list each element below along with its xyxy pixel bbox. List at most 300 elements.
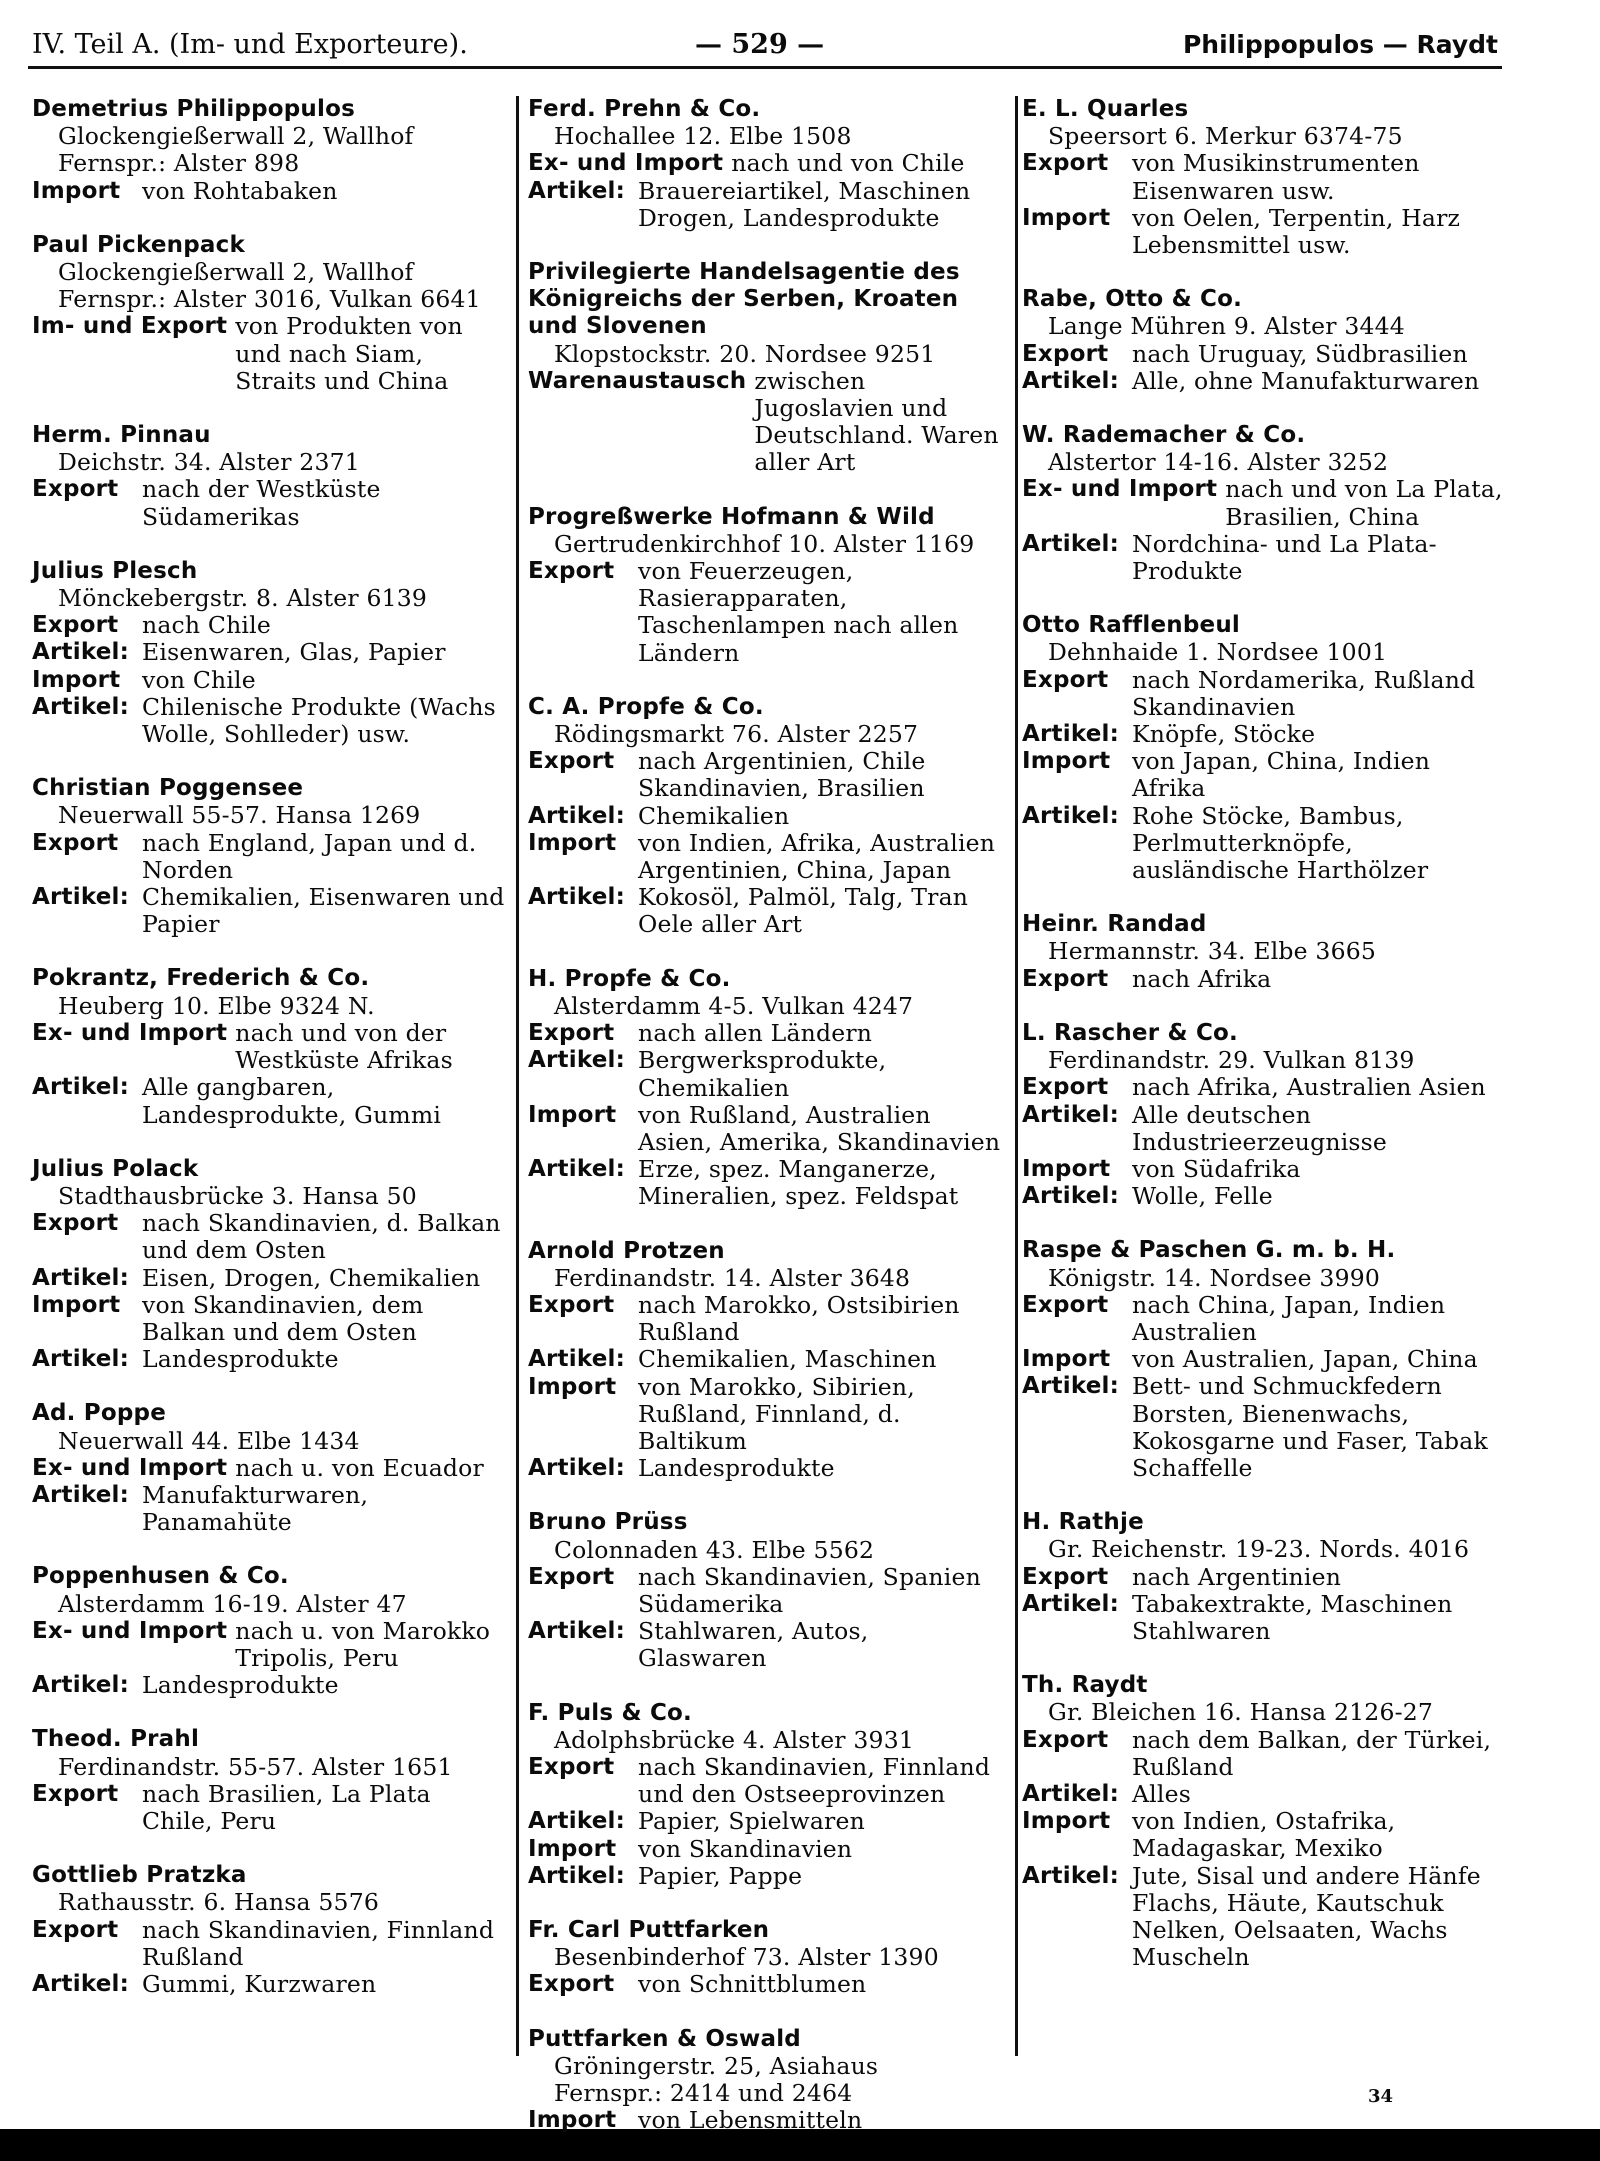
firm-address: Rödingsmarkt 76. Alster 2257 xyxy=(554,720,919,749)
trade-line xyxy=(1022,1156,1506,1183)
trade-line xyxy=(32,1346,506,1373)
trade-label: Artikel: xyxy=(32,1970,129,1997)
directory-entry xyxy=(32,232,506,395)
trade-text: Kokosöl, Palmöl, Talg, Tran Oele aller Art xyxy=(638,883,969,939)
trade-line xyxy=(528,1863,1004,1890)
directory-entry xyxy=(1022,96,1506,259)
trade-label: Export xyxy=(1022,1074,1109,1101)
directory-entry xyxy=(32,1156,506,1374)
trade-text: nach Uruguay, Südbrasilien xyxy=(1132,339,1468,368)
firm-address: Rathausstr. 6. Hansa 5576 xyxy=(58,1888,379,1917)
firm-address: Speersort 6. Merkur 6374-75 xyxy=(1048,122,1403,151)
trade-text: nach Marokko, Ostsibirien Rußland xyxy=(638,1290,960,1347)
trade-line xyxy=(32,884,506,938)
firm-address: Alsterdamm 16-19. Alster 47 xyxy=(58,1589,407,1618)
trade-label: Artikel: xyxy=(1022,1780,1119,1807)
trade-line xyxy=(32,1482,506,1536)
trade-line xyxy=(1022,721,1506,748)
trade-label: Artikel: xyxy=(1022,367,1119,394)
trade-label: Export xyxy=(1022,150,1109,177)
trade-line xyxy=(1022,476,1506,530)
trade-label: Export xyxy=(528,748,615,775)
trade-label: Artikel: xyxy=(32,1346,129,1373)
trade-line xyxy=(1022,1183,1506,1210)
trade-text: von Rohtabaken xyxy=(142,176,338,205)
trade-text: Alle, ohne Manufakturwaren xyxy=(1132,366,1480,395)
trade-line xyxy=(32,612,506,639)
trade-text: von Chile xyxy=(142,665,256,694)
trade-label: Export xyxy=(32,476,119,503)
trade-line xyxy=(1022,1346,1506,1373)
trade-line xyxy=(528,1808,1004,1835)
trade-label: Artikel: xyxy=(1022,1101,1119,1128)
trade-label: Import xyxy=(1022,1155,1111,1182)
trade-line xyxy=(32,1672,506,1699)
trade-line xyxy=(528,1455,1004,1482)
directory-entry xyxy=(528,1917,1004,1999)
firm-name: H. Propfe & Co. xyxy=(528,965,731,992)
trade-text: Eisenwaren, Glas, Papier xyxy=(142,638,446,667)
trade-line xyxy=(528,1618,1004,1672)
trade-text: nach Afrika xyxy=(1132,964,1272,993)
trade-label: Artikel: xyxy=(1022,1862,1119,1889)
trade-label: Export xyxy=(528,1563,615,1590)
trade-line xyxy=(1022,1373,1506,1482)
trade-text: Manufakturwaren, Panamahüte xyxy=(142,1480,369,1537)
trade-label: Export xyxy=(1022,1291,1109,1318)
firm-address: Ferdinandstr. 55-57. Alster 1651 xyxy=(58,1752,453,1781)
trade-line xyxy=(32,1971,506,1998)
firm-name: Demetrius Philippopulos xyxy=(32,96,355,122)
directory-entry xyxy=(32,558,506,748)
firm-address: Mönckebergstr. 8. Alster 6139 xyxy=(58,584,428,613)
trade-label: Artikel: xyxy=(32,639,129,666)
directory-entry xyxy=(528,96,1004,232)
trade-label: Im- und Export xyxy=(32,313,228,340)
trade-text: zwischen Jugoslavien und Deutschland. Waren aller Art xyxy=(754,366,999,477)
firm-name: F. Puls & Co. xyxy=(528,1699,692,1726)
trade-label: Export xyxy=(1022,1726,1109,1753)
trade-line xyxy=(528,150,1004,177)
firm-address: Neuerwall 44. Elbe 1434 xyxy=(58,1426,360,1455)
trade-line xyxy=(1022,966,1506,993)
trade-line xyxy=(528,1374,1004,1456)
firm-address: Dehnhaide 1. Nordsee 1001 xyxy=(1048,638,1388,667)
directory-entry xyxy=(32,965,506,1128)
directory-entry xyxy=(1022,1672,1506,1971)
trade-line xyxy=(528,830,1004,884)
trade-text: nach allen Ländern xyxy=(638,1019,873,1048)
trade-text: nach dem Balkan, der Türkei, Rußland xyxy=(1132,1725,1492,1781)
running-head-section: IV. Teil A. (Im- und Exporteure). xyxy=(32,29,468,60)
trade-text: nach Nordamerika, Rußland Skandinavien xyxy=(1132,665,1476,721)
trade-line xyxy=(32,313,506,395)
trade-line xyxy=(1022,1564,1506,1591)
trade-label: Artikel: xyxy=(32,884,129,911)
trade-text: Alles xyxy=(1132,1779,1191,1808)
signature-mark: 34 xyxy=(1368,2086,1394,2107)
directory-entry xyxy=(1022,911,1506,993)
firm-name: Fr. Carl Puttfarken xyxy=(528,1916,770,1943)
trade-label: Export xyxy=(32,1916,119,1943)
trade-label: Export xyxy=(528,1753,615,1780)
page-number: — 529 — xyxy=(695,29,825,60)
trade-text: Gummi, Kurzwaren xyxy=(142,1969,377,1998)
trade-text: von Produkten von und nach Siam, Straits und China xyxy=(235,312,463,395)
trade-text: Alle gangbaren, Landesprodukte, Gummi xyxy=(142,1073,442,1129)
directory-entry xyxy=(528,1238,1004,1483)
directory-entry xyxy=(1022,422,1506,585)
trade-label: Artikel: xyxy=(528,1618,625,1645)
trade-text: Papier, Pappe xyxy=(638,1861,803,1890)
firm-name: Poppenhusen & Co. xyxy=(32,1563,289,1590)
directory-entry xyxy=(528,1509,1004,1672)
firm-address: Hermannstr. 34. Elbe 3665 xyxy=(1048,937,1377,966)
trade-text: von Indien, Afrika, Australien Argentinien, China, Japan xyxy=(638,828,996,885)
trade-text: von Feuerzeugen, Rasierapparaten, Taschenlampen nach allen Ländern xyxy=(638,557,959,667)
trade-label: Import xyxy=(528,2107,617,2134)
trade-line xyxy=(32,1292,506,1346)
directory-entry xyxy=(32,1400,506,1536)
trade-line xyxy=(32,639,506,666)
trade-label: Import xyxy=(528,829,617,856)
trade-text: Eisen, Drogen, Chemikalien xyxy=(142,1263,481,1292)
trade-line xyxy=(32,1210,506,1264)
directory-entry xyxy=(32,422,506,531)
trade-line xyxy=(1022,341,1506,368)
firm-name: Ferd. Prehn & Co. xyxy=(528,96,761,122)
directory-entry xyxy=(1022,1237,1506,1482)
trade-label: Export xyxy=(32,1780,119,1807)
firm-name: Julius Polack xyxy=(32,1155,199,1182)
directory-entry xyxy=(528,694,1004,939)
trade-label: Artikel: xyxy=(1022,1590,1119,1617)
running-head-range: Philippopulos — Raydt xyxy=(1182,30,1498,59)
trade-text: Stahlwaren, Autos, Glaswaren xyxy=(638,1617,869,1673)
firm-name: Bruno Prüss xyxy=(528,1509,688,1536)
trade-text: nach u. von Marokko Tripolis, Peru xyxy=(235,1616,491,1672)
trade-label: Artikel: xyxy=(1022,721,1119,748)
trade-text: Landesprodukte xyxy=(142,1671,339,1700)
firm-name: Otto Rafflenbeul xyxy=(1022,612,1240,639)
trade-line xyxy=(1022,205,1506,259)
trade-label: Import xyxy=(1022,204,1111,231)
trade-line xyxy=(1022,368,1506,395)
trade-text: Wolle, Felle xyxy=(1132,1182,1273,1211)
directory-entry xyxy=(1022,1509,1506,1645)
firm-address: Königstr. 14. Nordsee 3990 xyxy=(1048,1263,1381,1292)
directory-entry xyxy=(528,504,1004,667)
trade-label: Import xyxy=(1022,1346,1111,1373)
trade-line xyxy=(1022,1727,1506,1781)
firm-address: Hochallee 12. Elbe 1508 xyxy=(554,122,852,151)
directory-entry xyxy=(1022,286,1506,395)
trade-label: Artikel: xyxy=(32,693,129,720)
trade-label: Import xyxy=(32,666,121,693)
trade-label: Artikel: xyxy=(528,802,625,829)
firm-address: Fernspr.: Alster 898 xyxy=(58,149,300,178)
directory-entry xyxy=(528,1700,1004,1890)
firm-name: Ad. Poppe xyxy=(32,1400,166,1427)
firm-name: Julius Plesch xyxy=(32,557,198,584)
trade-line xyxy=(1022,1292,1506,1346)
trade-text: Alle deutschen Industrieerzeugnisse xyxy=(1132,1100,1388,1156)
firm-name: Paul Pickenpack xyxy=(32,231,245,258)
column-1 xyxy=(32,96,506,2025)
trade-text: Chemikalien, Maschinen xyxy=(638,1345,937,1374)
column-divider-1 xyxy=(516,96,519,2056)
trade-label: Artikel: xyxy=(528,1156,625,1183)
trade-line xyxy=(528,1346,1004,1373)
firm-address: Adolphsbrücke 4. Alster 3931 xyxy=(554,1725,915,1754)
trade-line xyxy=(528,558,1004,667)
trade-label: Artikel: xyxy=(528,1047,625,1074)
firm-address: Neuerwall 55-57. Hansa 1269 xyxy=(58,801,421,830)
trade-line xyxy=(32,1781,506,1835)
trade-line xyxy=(32,1074,506,1128)
trade-line xyxy=(32,830,506,884)
firm-name: H. Rathje xyxy=(1022,1509,1144,1536)
firm-address: Klopstockstr. 20. Nordsee 9251 xyxy=(554,339,936,368)
firm-name: Raspe & Paschen G. m. b. H. xyxy=(1022,1237,1396,1264)
trade-label: Artikel: xyxy=(1022,802,1119,829)
firm-address: Deichstr. 34. Alster 2371 xyxy=(58,448,360,477)
trade-text: Erze, spez. Manganerze, Mineralien, spez. Feldspat xyxy=(638,1155,959,1211)
trade-label: Ex- und Import xyxy=(1022,476,1218,503)
directory-entry xyxy=(32,775,506,938)
trade-line xyxy=(528,178,1004,232)
trade-text: Rohe Stöcke, Bambus, Perlmutterknöpfe, ausländische Harthölzer xyxy=(1132,801,1429,885)
firm-name: Theod. Prahl xyxy=(32,1726,200,1753)
directory-entry xyxy=(32,1563,506,1699)
column-divider-2 xyxy=(1015,96,1018,2056)
trade-line xyxy=(528,368,1004,477)
trade-text: Brauereiartikel, Maschinen Drogen, Landesprodukte xyxy=(638,176,971,232)
firm-address: Glockengießerwall 2, Wallhof xyxy=(58,122,414,151)
firm-address: Fernspr.: Alster 3016, Vulkan 6641 xyxy=(58,285,481,314)
trade-line xyxy=(1022,1102,1506,1156)
column-3 xyxy=(1022,96,1506,1998)
trade-line xyxy=(32,694,506,748)
trade-label: Artikel: xyxy=(32,1264,129,1291)
trade-text: von Skandinavien, dem Balkan und dem Osten xyxy=(142,1290,424,1346)
trade-line xyxy=(528,1020,1004,1047)
trade-text: nach u. von Ecuador xyxy=(235,1453,484,1482)
trade-line xyxy=(1022,1781,1506,1808)
trade-text: nach Argentinien xyxy=(1132,1562,1342,1591)
trade-label: Export xyxy=(1022,340,1109,367)
trade-line xyxy=(528,1971,1004,1998)
trade-text: nach Argentinien, Chile Skandinavien, Brasilien xyxy=(638,747,926,803)
trade-text: nach China, Japan, Indien Australien xyxy=(1132,1290,1446,1346)
directory-entry xyxy=(32,1726,506,1835)
trade-label: Import xyxy=(32,177,121,204)
trade-text: von Skandinavien xyxy=(638,1834,853,1863)
trade-label: Import xyxy=(528,1835,617,1862)
firm-name: Gottlieb Pratzka xyxy=(32,1862,247,1889)
firm-name: W. Rademacher & Co. xyxy=(1022,422,1306,449)
trade-label: Export xyxy=(32,829,119,856)
trade-text: von Australien, Japan, China xyxy=(1132,1345,1478,1374)
trade-line xyxy=(528,1836,1004,1863)
trade-label: Ex- und Import xyxy=(32,1617,228,1644)
trade-text: nach Afrika, Australien Asien xyxy=(1132,1073,1486,1102)
trade-text: nach Chile xyxy=(142,611,271,640)
trade-line xyxy=(1022,803,1506,885)
trade-text: Tabakextrakte, Maschinen Stahlwaren xyxy=(1132,1589,1453,1645)
firm-name: Th. Raydt xyxy=(1022,1672,1148,1699)
firm-address: Ferdinandstr. 29. Vulkan 8139 xyxy=(1048,1046,1415,1075)
firm-address: Gr. Bleichen 16. Hansa 2126-27 xyxy=(1048,1698,1434,1727)
directory-entry xyxy=(528,259,1004,477)
trade-text: nach Brasilien, La Plata Chile, Peru xyxy=(142,1779,431,1835)
trade-label: Export xyxy=(32,1210,119,1237)
trade-line xyxy=(1022,748,1506,802)
trade-line xyxy=(32,1455,506,1482)
trade-label: Export xyxy=(1022,965,1109,992)
trade-line xyxy=(1022,1808,1506,1862)
firm-address: Gröningerstr. 25, Asiahaus xyxy=(554,2051,879,2080)
trade-line xyxy=(32,178,506,205)
firm-name: Pokrantz, Frederich & Co. xyxy=(32,965,370,992)
trade-line xyxy=(32,1917,506,1971)
column-2 xyxy=(528,96,1004,2161)
firm-name: C. A. Propfe & Co. xyxy=(528,693,764,720)
trade-line xyxy=(528,1754,1004,1808)
trade-text: nach Skandinavien, d. Balkan und dem Osten xyxy=(142,1209,501,1265)
directory-entry xyxy=(32,1862,506,1998)
trade-label: Artikel: xyxy=(32,1074,129,1101)
trade-text: Bergwerksprodukte, Chemikalien xyxy=(638,1046,887,1102)
trade-text: von Japan, China, Indien Afrika xyxy=(1132,747,1431,803)
trade-label: Export xyxy=(32,612,119,639)
trade-line xyxy=(528,1156,1004,1210)
trade-label: Export xyxy=(528,558,615,585)
trade-label: Artikel: xyxy=(528,1346,625,1373)
trade-label: Ex- und Import xyxy=(32,1019,228,1046)
trade-label: Artikel: xyxy=(528,884,625,911)
trade-text: von Lebensmitteln xyxy=(638,2106,863,2135)
header-rule xyxy=(28,66,1502,69)
trade-text: von Oelen, Terpentin, Harz Lebensmittel usw. xyxy=(1132,203,1461,260)
trade-label: Artikel: xyxy=(528,1862,625,1889)
trade-label: Warenaustausch xyxy=(528,367,747,394)
trade-label: Artikel: xyxy=(1022,1183,1119,1210)
trade-label: Artikel: xyxy=(1022,1373,1119,1400)
trade-text: von Schnittblumen xyxy=(638,1970,867,1999)
firm-name: Heinr. Randad xyxy=(1022,911,1207,938)
firm-address: Alsterdamm 4-5. Vulkan 4247 xyxy=(554,991,914,1020)
trade-label: Export xyxy=(528,1291,615,1318)
firm-address: Gr. Reichenstr. 19-23. Nords. 4016 xyxy=(1048,1535,1470,1564)
trade-text: Landesprodukte xyxy=(638,1454,835,1483)
trade-text: Papier, Spielwaren xyxy=(638,1807,865,1836)
firm-name: Privilegierte Handelsagentie des Königreichs der Serben, Kroaten und Slovenen xyxy=(528,259,960,340)
firm-address: Stadthausbrücke 3. Hansa 50 xyxy=(58,1181,417,1210)
firm-address: Lange Mühren 9. Alster 3444 xyxy=(1048,312,1405,341)
trade-label: Import xyxy=(1022,1808,1111,1835)
trade-text: von Rußland, Australien Asien, Amerika, Skandinavien xyxy=(638,1100,1001,1156)
trade-text: Nordchina- und La Plata-Produkte xyxy=(1132,529,1437,586)
trade-line xyxy=(1022,531,1506,585)
trade-text: nach und von der Westküste Afrikas xyxy=(235,1018,453,1075)
trade-line xyxy=(32,667,506,694)
trade-label: Artikel: xyxy=(528,1455,625,1482)
trade-text: Chemikalien, Eisenwaren und Papier xyxy=(142,883,505,939)
trade-label: Artikel: xyxy=(1022,530,1119,557)
trade-line xyxy=(32,1618,506,1672)
trade-text: nach und von Chile xyxy=(731,149,965,178)
trade-label: Artikel: xyxy=(528,177,625,204)
trade-text: von Indien, Ostafrika, Madagaskar, Mexiko xyxy=(1132,1807,1396,1863)
trade-line xyxy=(528,1047,1004,1101)
trade-line xyxy=(32,476,506,530)
trade-label: Artikel: xyxy=(32,1672,129,1699)
firm-name: Arnold Protzen xyxy=(528,1237,725,1264)
trade-label: Import xyxy=(528,1101,617,1128)
trade-line xyxy=(1022,1863,1506,1972)
firm-address: Glockengießerwall 2, Wallhof xyxy=(58,258,414,287)
directory-entry xyxy=(1022,1020,1506,1210)
firm-address: Besenbinderhof 73. Alster 1390 xyxy=(554,1943,939,1972)
firm-name: Christian Poggensee xyxy=(32,775,304,802)
directory-entry xyxy=(528,966,1004,1211)
firm-address: Fernspr.: 2414 und 2464 xyxy=(554,2079,853,2107)
trade-line xyxy=(528,1564,1004,1618)
firm-address: Ferdinandstr. 14. Alster 3648 xyxy=(554,1263,911,1292)
trade-line xyxy=(528,748,1004,802)
trade-label: Import xyxy=(1022,748,1111,775)
trade-text: von Marokko, Sibirien, Rußland, Finnland, d. Baltikum xyxy=(638,1372,915,1455)
firm-name: L. Rascher & Co. xyxy=(1022,1019,1238,1046)
trade-text: Knöpfe, Stöcke xyxy=(1132,720,1316,749)
trade-label: Ex- und Import xyxy=(528,150,724,177)
directory-entry xyxy=(528,2026,1004,2135)
trade-text: von Südafrika xyxy=(1132,1154,1301,1183)
firm-address: Colonnaden 43. Elbe 5562 xyxy=(554,1535,875,1564)
trade-line xyxy=(528,2107,1004,2134)
trade-text: Chilenische Produkte (Wachs Wolle, Sohlleder) usw. xyxy=(142,692,496,749)
trade-line xyxy=(32,1020,506,1074)
trade-label: Export xyxy=(528,1971,615,1998)
trade-text: Jute, Sisal und andere Hänfe Flachs, Häute, Kautschuk Nelken, Oelsaaten, Wachs Muscheln xyxy=(1132,1861,1481,1972)
trade-text: von Musikinstrumenten Eisenwaren usw. xyxy=(1132,149,1420,205)
firm-name: E. L. Quarles xyxy=(1022,96,1189,122)
trade-text: Landesprodukte xyxy=(142,1345,339,1374)
trade-text: nach Skandinavien, Spanien Südamerika xyxy=(638,1562,981,1618)
trade-line xyxy=(1022,667,1506,721)
firm-name: Herm. Pinnau xyxy=(32,422,211,449)
directory-entry xyxy=(32,96,506,205)
firm-name: Puttfarken & Oswald xyxy=(528,2025,801,2052)
trade-line xyxy=(528,1102,1004,1156)
trade-line xyxy=(1022,1074,1506,1101)
trade-label: Import xyxy=(528,1373,617,1400)
trade-label: Import xyxy=(32,1291,121,1318)
trade-text: nach und von La Plata, Brasilien, China xyxy=(1225,475,1503,531)
trade-label: Artikel: xyxy=(528,1808,625,1835)
firm-name: Rabe, Otto & Co. xyxy=(1022,286,1243,313)
trade-text: nach Skandinavien, Finnland Rußland xyxy=(142,1915,495,1971)
trade-line xyxy=(528,803,1004,830)
trade-label: Export xyxy=(528,1020,615,1047)
firm-name: Progreßwerke Hofmann & Wild xyxy=(528,503,935,530)
trade-text: nach der Westküste Südamerikas xyxy=(142,475,381,531)
trade-line xyxy=(528,884,1004,938)
trade-label: Artikel: xyxy=(32,1481,129,1508)
trade-label: Ex- und Import xyxy=(32,1454,228,1481)
trade-line xyxy=(32,1265,506,1292)
